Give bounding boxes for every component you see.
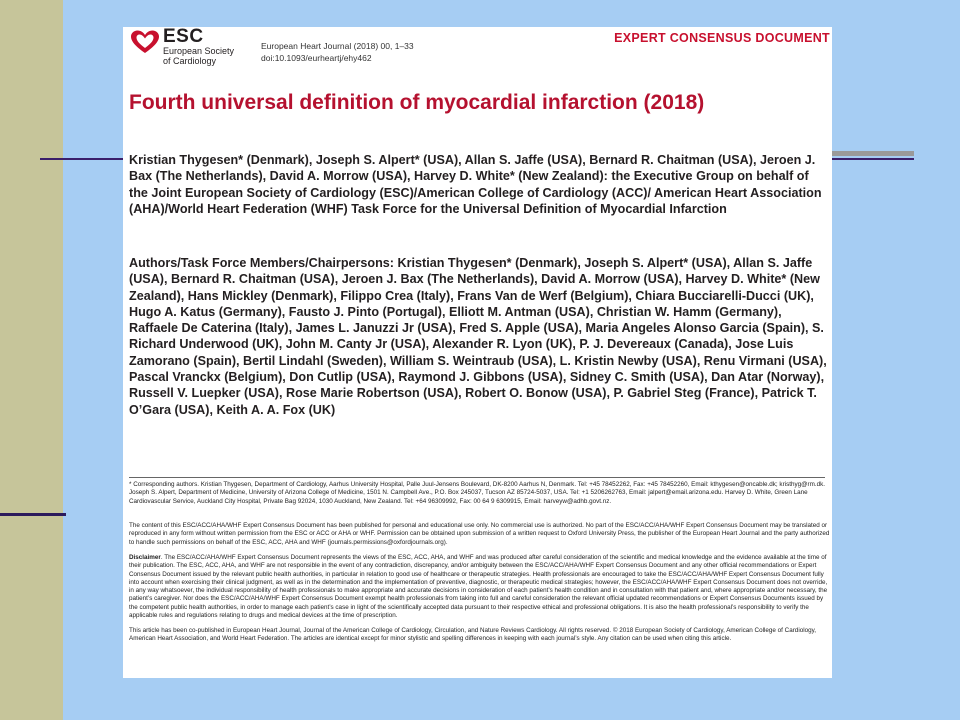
document-title: Fourth universal definition of myocardial infarction (2018) xyxy=(129,91,705,114)
corresponding-authors-note: * Corresponding authors. Kristian Thygesen, Department of Cardiology, Aarhus University Hospital, Palle Juul-Jensens Boulevard, DK-8200 Aarhus N, Denmark. Tel: +45 78452262, Fax: +45 78452260, Email: kthygesen@oncable.dk; kristhyg@rm.dk. Joseph S. Alpert, Department of Medicine, University of Arizona College of Medicine, 1501 N. Campbell Ave., P.O. Box 245037, Tucson AZ 85724-5037, USA. Tel: +1 5206262763, Email: jalpert@email.arizona.edu. Harvey D. White, Green Lane Cardiovascular Service, Auckland City Hospital, Private Bag 92024, 1030 Auckland, New Zealand. Tel: +64 96309992, Fax: 00 64 9 6309915, Email: harveyw@adhb.govt.nz. xyxy=(129,481,826,505)
disclaimer-note xyxy=(129,554,831,620)
journal-citation-line1: European Heart Journal (2018) 00, 1–33 xyxy=(261,41,414,51)
document-header xyxy=(123,27,832,72)
document-page xyxy=(123,27,832,678)
left-accent-rule xyxy=(40,158,124,160)
copublication-note: This article has been co-published in European Heart Journal, Journal of the American College of Cardiology, Circulation, and Nature Reviews Cardiology. All rights reserved. © 2018 European Society of Cardiology, American College of Cardiology, American Heart Association, and World Heart Federation. The articles are identical except for minor stylistic and spelling differences in keeping with each journal’s style. Any citation can be used when citing this article. xyxy=(129,627,817,643)
esc-logo-text: ESC xyxy=(163,27,204,47)
right-accent-rule xyxy=(832,158,914,160)
task-force-members: Authors/Task Force Members/Chairpersons: Kristian Thygesen* (Denmark), Joseph S. Alpert* (USA), Allan S. Jaffe (USA), Bernard R. Chaitman (USA), Jeroen J. Bax (The Netherlands), David A. Morrow (USA), Harvey D. White* (New Zealand), Hans Mickley (Denmark), Filippo Crea (Italy), Frans Van de Werf (Belgium), Chiara Bucciarelli-Ducci (UK), Hugo A. Katus (Germany), Fausto J. Pinto (Portugal), Elliott M. Antman (USA), Christian W. Hamm (Germany), Raffaele De Caterina (Italy), James L. Januzzi Jr (USA), Fred S. Apple (USA), Maria Angeles Alonso Garcia (Spain), S. Richard Underwood (UK), John M. Canty Jr (USA), Alexander R. Lyon (UK), P. J. Devereaux (Canada), Jose Luis Zamorano (Spain), Bertil Lindahl (Sweden), William S. Weintraub (USA), L. Kristin Newby (USA), Renu Virmani (USA), Pascal Vranckx (Belgium), Don Cutlip (USA), Raymond J. Gibbons (USA), Sidney C. Smith (USA), Dan Atar (Norway), Russell V. Luepker (USA), Rose Marie Robertson (USA), Robert O. Bonow (USA), P. Gabriel Steg (France), Patrick T. O’Gara (USA), Keith A. A. Fox (UK) xyxy=(129,256,827,417)
disclaimer-label: Disclaimer xyxy=(129,554,161,561)
executive-authors: Kristian Thygesen* (Denmark), Joseph S. Alpert* (USA), Allan S. Jaffe (USA), Bernard R. Chaitman (USA), Jeroen J. Bax (The Netherlands), David A. Morrow (USA), Harvey D. White* (New Zealand): the Executive Group on behalf of the Joint European Society of Cardiology (ESC)/American College of Cardiology (ACC)/ American Heart Association (AHA)/World Heart Federation (WHF) Task Force for the Universal Definition of Myocardial Infarction xyxy=(129,153,822,216)
document-type-label: EXPERT CONSENSUS DOCUMENT xyxy=(614,31,830,45)
disclaimer-text: . The ESC/ACC/AHA/WHF Expert Consensus Document represents the views of the ESC, ACC, AHA, and WHF and was produced after careful consideration of the scientific and medical knowledge and the evidence available at the time of their publication. The ESC, ACC, AHA, and WHF are not responsible in the event of any contradiction, discrepancy, and/or ambiguity between the ESC/ACC/AHA/WHF Expert Consensus Document and any other official recommendations or Expert Consensus Document issued by the relevant public health authorities, in particular in relation to good use of healthcare or therapeutic strategies. Health professionals are encouraged to take the ESC/ACC/AHA/WHF Expert Consensus Document fully into account when exercising their clinical judgment, as well as in the determination and the implementation of preventive, diagnostic, or therapeutic medical strategies; however, the ESC/ACC/AHA/WHF Expert Consensus Document does not override, in any way whatsoever, the individual responsibility of health professionals to make appropriate and accurate decisions in consideration of each patient’s health condition and in consultation with that patient and, where appropriate and/or necessary, the patient’s caregiver. Nor does the ESC/ACC/AHA/WHF Expert Consensus Document exempt health professionals from taking into full and careful consideration the relevant official updated recommendations or Expert Consensus Documents issued by the competent public health authorities, in order to manage each patient’s case in light of the scientifically accepted data pursuant to their respective ethical and professional obligations. It is also the health professional’s responsibility to verify the applicable rules and regulations relating to drugs and medical devices at the time of prescription. xyxy=(129,554,828,620)
journal-doi: doi:10.1093/eurheartj/ehy462 xyxy=(261,53,372,63)
left-bottom-rule xyxy=(0,513,66,516)
esc-logo-subtitle-line1: European Society xyxy=(163,46,235,56)
esc-heart-logo-icon xyxy=(129,29,161,55)
footnote-divider xyxy=(129,477,825,478)
permission-note: The content of this ESC/ACC/AHA/WHF Expert Consensus Document has been published for personal and educational use only. No commercial use is authorized. No part of the ESC/ACC/AHA/WHF Expert Consensus Document may be translated or reproduced in any form without written permission from the ESC or ACC or AHA or WHF. Permission can be obtained upon submission of a written request to Oxford University Press, the publisher of the European Heart Journal and the party authorized to handle such permissions on behalf of the ESC, ACC, AHA and WHF (journals.permissions@oxfordjournals.org). xyxy=(129,522,830,546)
journal-citation xyxy=(261,40,414,64)
esc-logo-subtitle xyxy=(163,46,234,66)
esc-logo-subtitle-line2: of Cardiology xyxy=(163,56,217,66)
right-accent-rule-gray xyxy=(832,151,914,156)
left-decorative-bar xyxy=(0,0,63,720)
